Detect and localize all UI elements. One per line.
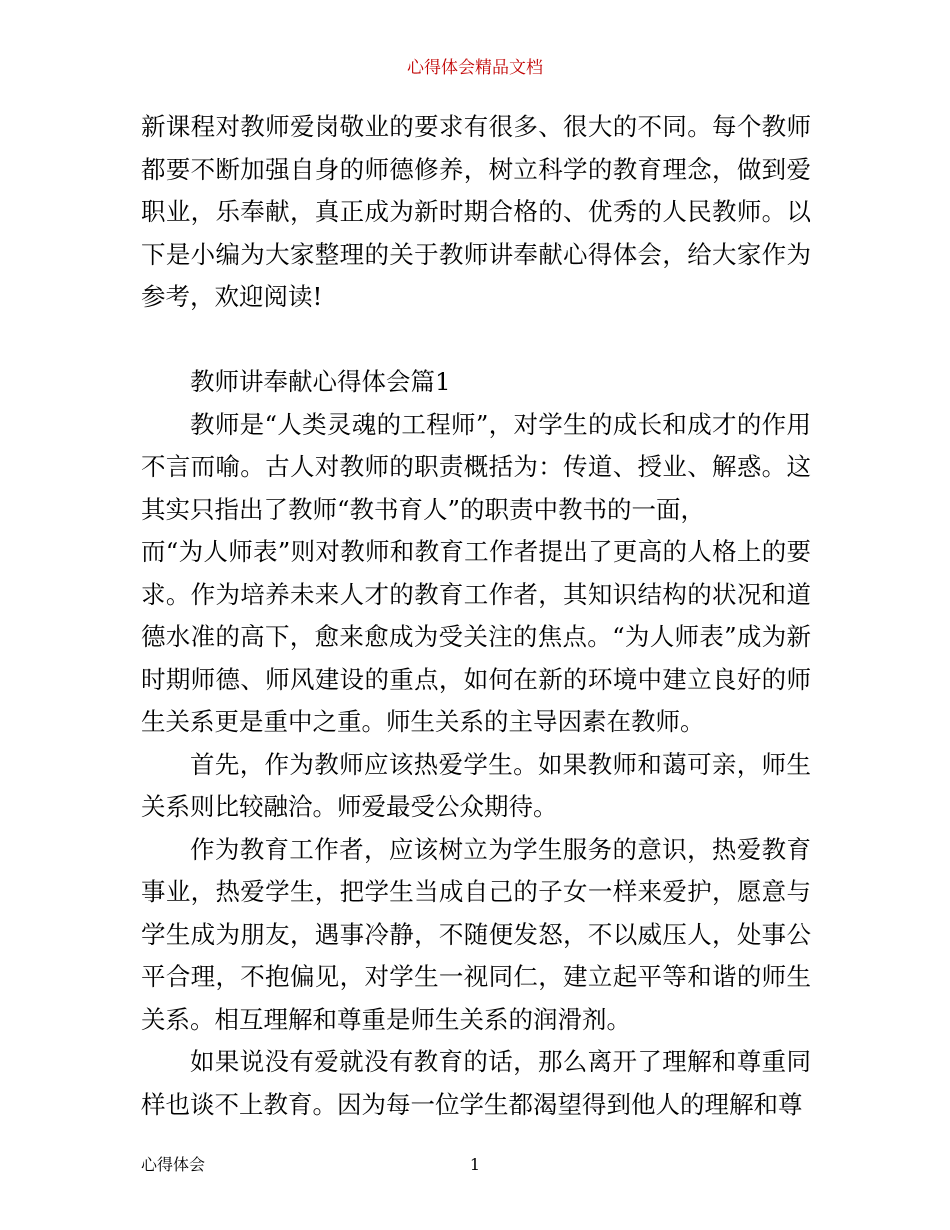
document-header-title: 心得体会精品文档 <box>407 58 543 78</box>
page-number: 1 <box>469 1155 481 1174</box>
blank-line <box>141 319 811 362</box>
paragraph-1b: 而“为人师表”则对教师和教育工作者提出了更高的人格上的要求。作为培养未来人才的教育工作者，其知识结构的状况和道德水准的高下，愈来愈成为受关注的焦点。“为人师表”成为新时期师德、师风建设的重点，如何在新的环境中建立良好的师生关系更是重中之重。师生关系的主导因素在教师。 <box>141 537 811 736</box>
paragraph-1a: 教师是“人类灵魂的工程师”，对学生的成长和成才的作用不言而喻。古人对教师的职责概括为：传道、授业、解惑。这其实只指出了教师“教书育人”的职责中教书的一面， <box>141 409 811 524</box>
document-body <box>141 106 811 1126</box>
section-title: 教师讲奉献心得体会篇1 <box>190 367 451 396</box>
paragraph-3: 作为教育工作者，应该树立为学生服务的意识，热爱教育事业，热爱学生，把学生当成自己的子女一样来爱护，愿意与学生成为朋友，遇事冷静，不随便发怒，不以威压人，处事公平合理，不抱偏见，对学生一视同仁，建立起平等和谐的师生关系。相互理解和尊重是师生关系的润滑剂。 <box>141 834 811 1034</box>
paragraph-4: 如果说没有爱就没有教育的话，那么离开了理解和尊重同样也谈不上教育。因为每一位学生都渴望得到他人的理解和尊 <box>141 1047 811 1119</box>
footer-label: 心得体会 <box>141 1155 206 1174</box>
paragraph-2: 首先，作为教师应该热爱学生。如果教师和蔼可亲，师生关系则比较融洽。师爱最受公众期待。 <box>141 749 811 821</box>
intro-paragraph: 新课程对教师爱岗敬业的要求有很多、很大的不同。每个教师都要不断加强自身的师德修养，树立科学的教育理念，做到爱职业，乐奉献，真正成为新时期合格的、优秀的人民教师。以下是小编为大家整理的关于教师讲奉献心得体会，给大家作为参考，欢迎阅读! <box>141 112 811 311</box>
